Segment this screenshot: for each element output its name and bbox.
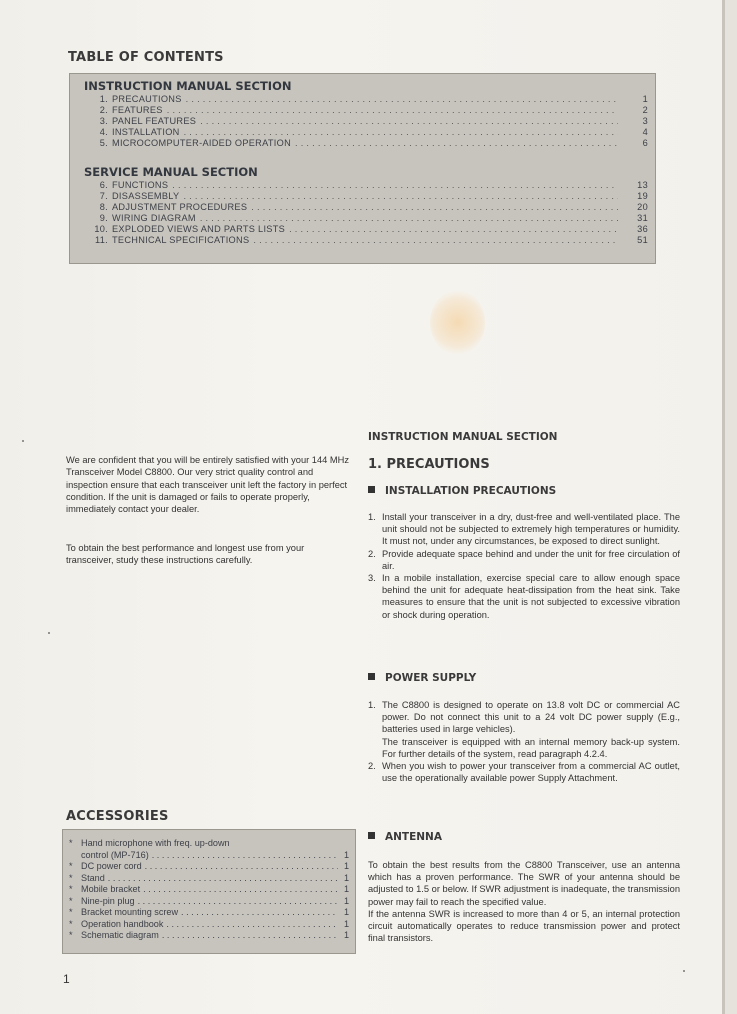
accessory-qty: 1 [343,895,349,906]
accessory-item: * DC power cord . . . 1 [69,861,349,873]
leader-dots [184,127,618,137]
toc-num: 2. [99,105,108,115]
accessory-qty: 1 [343,861,349,871]
accessory-item: * Nine-pin plug . . . 1 [69,896,349,908]
leader-dots [183,191,618,201]
accessory-item: * Stand . . . 1 [69,873,349,885]
leader-dots [162,930,338,942]
paper-speck [683,970,685,972]
accessory-name: Stand [81,872,105,883]
toc-heading: TABLE OF CONTENTS [68,50,224,65]
toc-row[interactable] [78,127,648,138]
chapter-title: 1. PRECAUTIONS [368,457,490,472]
leader-dots [200,116,618,126]
page-number: 1 [63,972,70,986]
subheading [368,485,556,497]
toc-page: 20 [637,202,648,212]
toc-label: WIRING DIAGRAM [112,213,196,223]
paper-stain [430,290,485,355]
toc-num: 8. [99,202,108,212]
subheading-text: POWER SUPPLY [385,672,477,684]
toc-label: PRECAUTIONS [112,94,182,104]
leader-dots [172,180,618,190]
page-edge-shadow [722,0,725,1014]
leader-dots [200,213,618,223]
accessory-name: Bracket mounting screw [81,907,179,917]
toc-row[interactable] [78,202,648,213]
leader-dots [295,138,618,148]
toc-section-title: SERVICE MANUAL SECTION [84,165,258,179]
toc-num: 1. [99,94,108,104]
accessory-item: * Operation handbook . . . 1 [69,919,349,931]
toc-num: 4. [99,127,108,137]
subheading-text: INSTALLATION PRECAUTIONS [385,485,557,497]
list-item-text: The C8800 is designed to operate on 13.8 volt DC or commercial AC power. Do not connect this unit to a 24 volt DC power supply (E.g., batteries used in large vehicles). [382,700,680,735]
section-label: INSTRUCTION MANUAL SECTION [368,431,558,443]
toc-list [78,94,648,149]
leader-dots [166,919,338,931]
toc-page: 4 [642,127,648,137]
toc-row[interactable] [78,94,648,105]
accessory-item: * Bracket mounting screw . . . 1 [69,907,349,919]
paper-speck [48,632,50,634]
toc-label: TECHNICAL SPECIFICATIONS [112,235,250,245]
toc-list [78,180,648,246]
accessories-list [69,838,349,942]
list-item-text: When you wish to power your transceiver from a commercial AC outlet, use the operationally available power Supply Attachment. [382,761,680,784]
toc-row[interactable] [78,213,648,224]
toc-num: 9. [99,213,108,223]
leader-dots [145,861,338,873]
leader-dots [181,907,338,919]
square-bullet-icon [368,673,375,680]
leader-dots [186,94,618,104]
subheading [368,831,442,843]
accessory-item: * Mobile bracket . . . 1 [69,884,349,896]
leader-dots [138,896,338,908]
list-item: 2. When you wish to power your transceiver from a commercial AC outlet, use the operationally available power Supply Attachment. [368,761,680,784]
intro-paragraph: To obtain the best performance and longest use from your transceiver, study these instructions carefully. [66,543,305,566]
toc-page: 51 [637,235,648,245]
accessory-name: Hand microphone with freq. up-down [81,838,230,848]
leader-dots [167,105,618,115]
toc-label: FEATURES [112,105,163,115]
list-item: 1. The C8800 is designed to operate on 13.8 volt DC or commercial AC power. Do not connect this unit to a 24 volt DC power supply (E.g., batteries used in large vehicles). The transceiver is equipped with an internal memory back-up system. For further details of the system, read paragraph 4.2.4. [368,700,680,759]
accessory-item: * Schematic diagram . . . 1 [69,930,349,942]
accessory-name: control (MP-716) [81,849,149,860]
numbered-list [368,699,680,784]
toc-row[interactable] [78,235,648,246]
toc-num: 7. [99,191,108,201]
toc-num: 6. [99,180,108,190]
accessory-qty: 1 [343,907,349,917]
toc-num: 5. [99,138,108,148]
toc-page: 2 [642,105,648,115]
accessory-name: DC power cord [81,861,142,871]
toc-label: ADJUSTMENT PROCEDURES [112,202,248,212]
toc-box [69,73,656,264]
numbered-list [368,511,680,621]
toc-page: 19 [637,191,648,201]
list-item-text: Install your transceiver in a dry, dust-free and well-ventilated place. The unit should not be subjected to extremely high temperatures or humidity. It must not, under any circumstances, be exposed to direct sunlight. [382,512,680,547]
leader-dots [289,224,618,234]
accessory-qty: 1 [343,884,349,894]
list-item-text: Provide adequate space behind and under the unit for free circulation of air. [382,548,680,571]
toc-num: 3. [99,116,108,126]
toc-label: EXPLODED VIEWS AND PARTS LISTS [112,224,286,234]
toc-label: DISASSEMBLY [112,191,180,201]
toc-row[interactable] [78,116,648,127]
accessory-item: * Hand microphone with freq. up-down [69,838,230,848]
accessory-name: Schematic diagram [81,930,159,940]
toc-label: INSTALLATION [112,127,180,137]
paper-speck [22,440,24,442]
toc-page: 31 [637,213,648,223]
accessory-name: Operation handbook [81,918,164,929]
toc-label: FUNCTIONS [112,180,169,190]
square-bullet-icon [368,486,375,493]
leader-dots [108,873,338,885]
toc-row[interactable] [78,180,648,191]
toc-row[interactable] [78,224,648,235]
square-bullet-icon [368,832,375,839]
list-item: 1. Install your transceiver in a dry, dust-free and well-ventilated place. The unit should not be subjected to extremely high temperatures or humidity. It must not, under any circumstances, be exposed to direct sunlight. [368,512,680,547]
accessory-name: Nine-pin plug [81,895,135,906]
toc-section-title: INSTRUCTION MANUAL SECTION [84,79,292,93]
accessory-qty: 1 [343,849,349,860]
paragraph: If the antenna SWR is increased to more than 4 or 5, an internal protection circuit automatically operates to reduce transmission power and protect final transistors. [368,908,680,944]
list-item: 3. In a mobile installation, exercise special care to allow enough space behind the unit for adequate heat-dissipation from the heat sink. Take measures to ensure that the unit is not subjected to excessive vibration or shock during operation. [368,573,680,620]
toc-page: 36 [637,224,648,234]
subheading [368,672,476,684]
toc-page: 13 [637,180,648,190]
accessories-box [62,829,356,954]
toc-label: MICROCOMPUTER-AIDED OPERATION [112,138,292,148]
leader-dots [253,235,618,245]
list-item-text: The transceiver is equipped with an internal memory back-up system. For further details of the system, read paragraph 4.2.4. [382,736,680,759]
accessories-heading: ACCESSORIES [66,809,169,824]
toc-label: PANEL FEATURES [112,116,197,126]
toc-row[interactable] [78,105,648,116]
accessory-qty: 1 [343,872,349,883]
toc-num: 10. [94,224,108,234]
accessory-qty: 1 [343,918,349,929]
toc-page: 3 [642,116,648,126]
intro-paragraph: We are confident that you will be entirely satisfied with your 144 MHz Transceiver Model C8800. Our very strict quality control and inspection ensure that each transceiver unit left the factory in perfect condition. If the unit is damaged or fails to operate properly, immediately contact your dealer. [66,455,350,515]
toc-page: 1 [642,94,648,104]
subheading-text: ANTENNA [385,831,442,843]
antenna-text [368,859,680,944]
accessory-name: Mobile bracket [81,884,141,894]
toc-num: 11. [95,235,108,245]
leader-dots [251,202,618,212]
toc-page: 6 [642,138,648,148]
leader-dots [152,850,338,862]
accessory-qty: 1 [343,930,349,940]
list-item: 2. Provide adequate space behind and under the unit for free circulation of air. [368,548,680,571]
paragraph: To obtain the best results from the C8800 Transceiver, use an antenna which has a proven performance. The SWR of your antenna should be adjusted to 1.5 or below. If SWR adjustment is inadequate, the transmission power may fail to reach the specified value. [368,860,680,907]
toc-row[interactable] [78,138,648,149]
accessory-item-cont [69,850,349,862]
toc-row[interactable] [78,191,648,202]
list-item-text: In a mobile installation, exercise special care to allow enough space behind the unit for adequate heat-dissipation from the heat sink. Take measures to ensure that the unit is not subjected to excessive vibration or shock during operation. [382,573,680,620]
leader-dots [143,884,338,896]
